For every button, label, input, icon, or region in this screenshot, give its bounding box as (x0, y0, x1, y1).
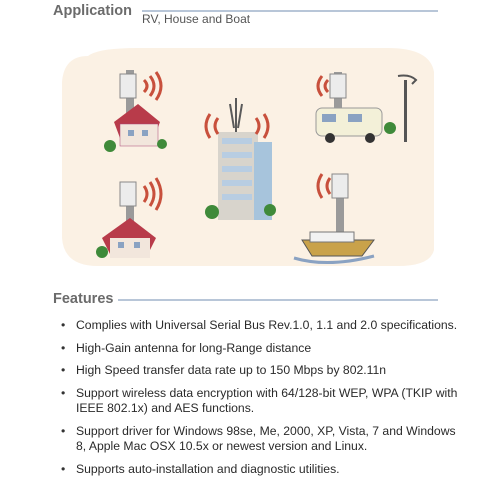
application-subtitle: RV, House and Boat (142, 12, 251, 26)
features-title: Features (53, 291, 114, 307)
application-title: Application (53, 3, 132, 19)
features-rule (118, 299, 438, 301)
features-list (58, 318, 458, 484)
feature-item: • Complies with Universal Serial Bus Rev.1.0, 1.1 and 2.0 specifications. (58, 318, 458, 334)
application-illustration (58, 42, 438, 270)
feature-item: • Supports auto-installation and diagnostic utilities. (58, 462, 458, 478)
feature-item: • Support driver for Windows 98se, Me, 2000, XP, Vista, 7 and Windows 8, Apple Mac OSX 10.5x or newest version and Linux. (58, 424, 458, 455)
feature-item: • Support wireless data encryption with 64/128-bit WEP, WPA (TKIP with IEEE 802.1x) and AES functions. (58, 386, 458, 417)
feature-item: • High-Gain antenna for long-Range distance (58, 341, 458, 357)
feature-item: • High Speed transfer data rate up to 150 Mbps by 802.11n (58, 363, 458, 379)
